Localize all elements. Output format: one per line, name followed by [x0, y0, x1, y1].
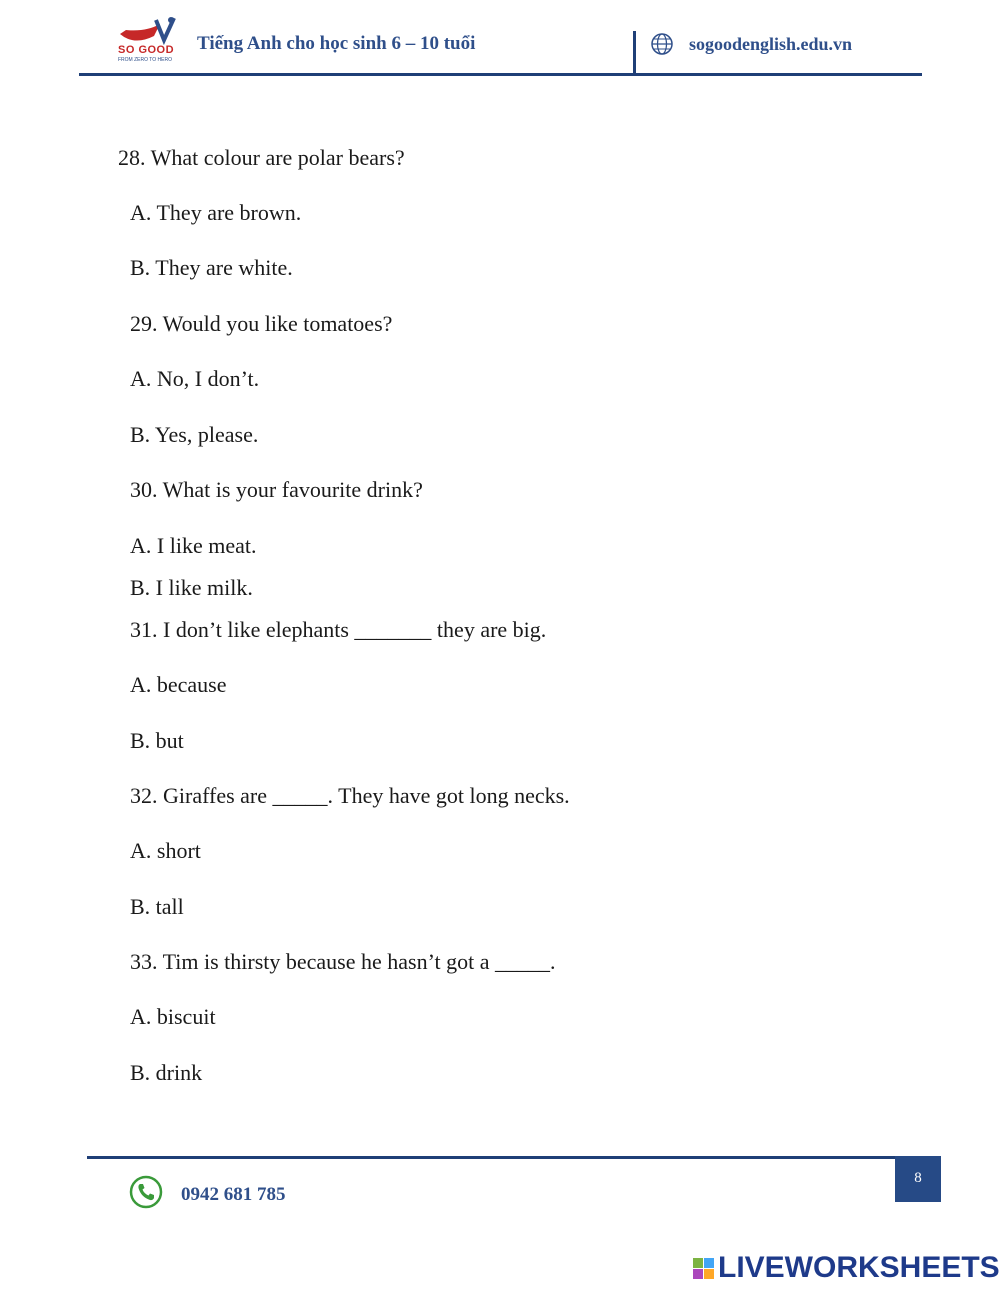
question-31: 31. I don’t like elephants _______ they are big. — [130, 617, 547, 642]
question-32: 32. Giraffes are _____. They have got long necks. — [130, 783, 570, 808]
option-31-b[interactable]: B. but — [130, 728, 184, 753]
question-29: 29. Would you like tomatoes? — [130, 311, 393, 336]
option-29-a[interactable]: A. No, I don’t. — [130, 366, 260, 391]
option-30-b[interactable]: B. I like milk. — [130, 575, 253, 600]
option-33-b[interactable]: B. drink — [130, 1060, 203, 1085]
option-28-a[interactable]: A. They are brown. — [130, 200, 302, 225]
header-website[interactable]: sogoodenglish.edu.vn — [689, 34, 853, 54]
live-badge-e — [704, 1269, 714, 1279]
option-31-a[interactable]: A. because — [130, 672, 227, 697]
logo-subtext: FROM ZERO TO HERO — [118, 57, 172, 63]
logo — [116, 16, 178, 66]
page-number-text: 8 — [914, 1170, 922, 1186]
header-title: Tiếng Anh cho học sinh 6 – 10 tuổi — [197, 33, 476, 54]
question-30: 30. What is your favourite drink? — [130, 477, 423, 502]
live-badge-i — [704, 1258, 714, 1268]
footer-rule — [87, 1156, 895, 1159]
phone-icon — [129, 1175, 163, 1209]
logo-text: SO GOOD — [118, 44, 175, 56]
globe-icon — [650, 32, 674, 56]
liveworksheets-text[interactable]: LIVEWORKSHEETS — [718, 1251, 1000, 1284]
header-divider-vertical — [633, 31, 636, 74]
live-badge-v — [693, 1269, 703, 1279]
option-29-b[interactable]: B. Yes, please. — [130, 422, 259, 447]
option-32-a[interactable]: A. short — [130, 838, 201, 863]
question-28: 28. What colour are polar bears? — [118, 145, 405, 170]
option-28-b[interactable]: B. They are white. — [130, 255, 293, 280]
header-rule — [79, 73, 922, 76]
question-33: 33. Tim is thirsty because he hasn’t got a _____. — [130, 949, 556, 974]
page-number — [895, 1156, 941, 1202]
option-30-a[interactable]: A. I like meat. — [130, 533, 257, 558]
phone-number[interactable]: 0942 681 785 — [181, 1184, 286, 1205]
option-32-b[interactable]: B. tall — [130, 894, 184, 919]
live-badge — [693, 1258, 715, 1280]
option-33-a[interactable]: A. biscuit — [130, 1004, 216, 1029]
live-badge-l — [693, 1258, 703, 1268]
